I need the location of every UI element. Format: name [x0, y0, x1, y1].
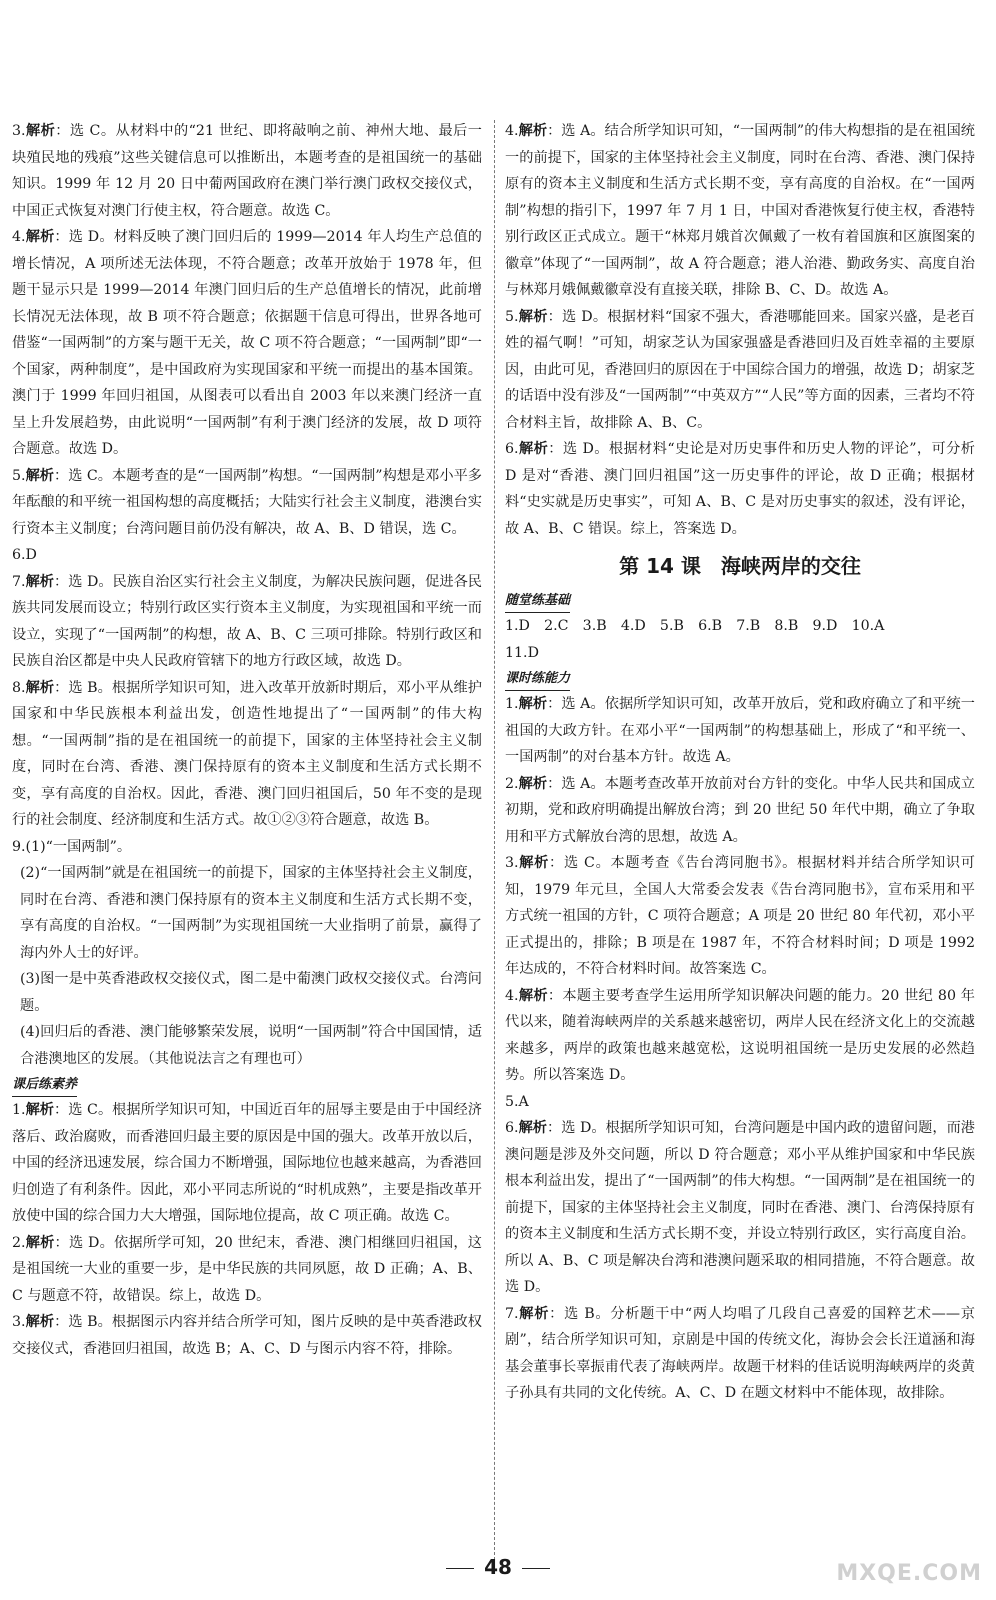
answer-text: ：选 D。根据材料“国家不强大，香港哪能回来。国家兴盛，是老百姓的福气啊！”可知，胡家芝认为国家强盛是香港回归及百姓幸福的主要原因，由此可见，香港回归的原因在于中国综合国力的增强，故选 D；胡家芝的话语中没有涉及“一国两制”“中英双方”“人民”等方面的因素，三者均不符合材料主旨，故排除 A、B、C。	[505, 308, 975, 431]
answer-item	[505, 1301, 975, 1407]
analysis-label: 解析	[25, 229, 55, 245]
q9-part-2: (2)“一国两制”就是在祖国统一的前提下，国家的主体坚持社会主义制度，同时在台湾、香港和澳门保持原有的资本主义制度和生活方式长期不变，享有高度的自治权。“一国两制”为实现祖国统一大业指明了前景，赢得了海内外人士的好评。	[20, 865, 482, 961]
answer-number: 4.	[505, 123, 519, 139]
answer-text: ：选 D。材料反映了澳门回归后的 1999—2014 年人均生产总值的增长情况，A 项所述无法体现，不符合题意；改革开放始于 1978 年，但题干显示只是 1999—2014 年澳门回归后的生产总值增长的情况，此前增长情况无法体现，故 B 项不符合题意；依据题干信息可得出，世界各地可借鉴“一国两制”的方案与题干无关，故 C 项不符合题意；“一国两制”即“一个国家，两种制度”，是中国政府为实现国家和平统一而提出的基本国策。澳门于 1999 年回归祖国，从图表可以看出自 2003 年以来澳门经济一直呈上升发展趋势，由此说明“一国两制”有利于澳门经济的发展，故 D 项符合题意。故选 D。	[12, 229, 482, 457]
section-ability: 课时练能力	[505, 668, 570, 691]
answer-text: ：选 A。依据所学知识可知，改革开放后，党和政府确立了和平统一祖国的大政方针。在邓小平“一国两制”的构想基础上，形成了“和平统一、一国两制”的对台基本方针。故选 A。	[505, 696, 975, 765]
analysis-label: 解析	[518, 308, 548, 325]
answer-text: ：选 B。分析题干中“两人均唱了几段自己喜爱的国粹艺术——京剧”，结合所学知识可知，京剧是中国的传统文化，海协会会长汪道涵和海基会董事长辜振甫代表了海峡两岸。故题干材料的佳话说明海峡两岸的炎黄子孙具有共同的文化传统。A、C、D 在题文材料中不能体现，故排除。	[505, 1305, 975, 1401]
answer-item	[505, 1115, 975, 1301]
left-column	[12, 118, 482, 1362]
answer-number: 2.	[12, 1234, 26, 1251]
answer-number: 5.	[505, 1093, 519, 1110]
answer-item	[505, 983, 975, 1089]
section-basic: 随堂练基础	[505, 590, 570, 613]
analysis-label: 解析	[518, 1120, 547, 1136]
answer-text: ：选 D。根据所学知识可知，台湾问题是中国内政的遗留问题，而港澳问题是涉及外交问题，所以 D 符合题意；邓小平从维护国家和中华民族根本利益出发，提出了“一国两制”的伟大构想。“一国两制”是在祖国统一的前提下，国家的主体坚持社会主义制度，同时在香港、澳门、台湾保持原有的资本主义制度和生活方式长期不变，并设立特别行政区，实行高度自治。所以 A、B、C 项是解决台湾和港澳问题采取的相同措施，不符合题意。故选 D。	[505, 1120, 975, 1295]
answer-item	[12, 463, 482, 543]
analysis-label: 解析	[518, 123, 548, 139]
right-answer-list	[505, 118, 975, 542]
q9-part-1	[12, 834, 482, 861]
answer-item	[12, 1309, 482, 1362]
analysis-label: 解析	[518, 441, 549, 457]
answer-number: 7.	[505, 1305, 519, 1322]
column-divider	[494, 120, 495, 1560]
answer-item	[505, 304, 975, 437]
answer-text: ：选 B。根据图示内容并结合所学可知，图片反映的是中英香港政权交接仪式，香港回归祖国，故选 B；A、C、D 与图示内容不符，排除。	[12, 1314, 482, 1357]
analysis-label: 解析	[25, 573, 54, 590]
analysis-label: 解析	[25, 123, 56, 139]
analysis-label: 解析	[25, 1234, 55, 1251]
q9-number: 9.	[12, 838, 26, 855]
answer-item	[12, 118, 482, 224]
answer-text: ：选 D。民族自治区实行社会主义制度，为解决民族问题，促进各民族共同发展而设立；特别行政区实行资本主义制度，为实现祖国和平统一而设立，实现了“一国两制”的构想，故 A、B、C 三项可排除。特别行政区和民族自治区都是中央人民政府管辖下的地方行政区域，故选 D。	[12, 573, 482, 669]
ability-answer-list	[505, 691, 975, 1407]
answer-text: ：选 C。从材料中的“21 世纪、即将敲响之前、神州大地、最后一块殖民地的残痕”这些关键信息可以推断出，本题考查的是祖国统一的基础知识。1999 年 12 月 20 日中葡两国政府在澳门举行澳门政权交接仪式，中国正式恢复对澳门行使主权，符合题意。故选 C。	[12, 123, 482, 219]
answer-text: ：本题主要考查学生运用所学知识解决问题的能力。20 世纪 80 年代以来，随着海峡两岸的关系越来越密切，两岸人民在经济文化上的交流越来越多，两岸的政策也越来越宽松，这说明祖国统一是历史发展的必然趋势。所以答案选 D。	[505, 987, 975, 1083]
answer-number: 6.	[12, 547, 26, 563]
answer-item	[505, 436, 975, 542]
basic-answers-line-1: 1.D 2.C 3.B 4.D 5.B 6.B 7.B 8.B 9.D 10.A	[505, 618, 885, 634]
answer-text: ：选 C。本题考查的是“一国两制”构想。“一国两制”构想是邓小平多年酝酿的和平统一祖国构想的高度概括；大陆实行社会主义制度，港澳台实行资本主义制度；台湾问题目前仍没有解决，故 A、B、D 错误，选 C。	[12, 467, 482, 537]
answer-number: 4.	[505, 987, 519, 1004]
answer-text: ：选 C。根据所学知识可知，中国近百年的屈辱主要是由于中国经济落后、政治腐败，而香港回归最主要的原因是中国的强大。改革开放以后，中国的经济迅速发展，综合国力不断增强，国际地位也越来越高，为香港回归创造了有利条件。因此，邓小平同志所说的“时机成熟”，主要是指改革开放使中国的综合国力大大增强，国际地位提高，故 C 项正确。故选 C。	[12, 1102, 482, 1224]
lesson-title: 第 14 课 海峡两岸的交往	[619, 554, 861, 578]
answer-text: D	[25, 547, 37, 563]
section-after-class: 课后练素养	[12, 1074, 77, 1097]
answer-item	[12, 1230, 482, 1310]
answer-number: 1.	[505, 696, 519, 712]
answer-item	[505, 850, 975, 983]
q9-part-4: (4)回归后的香港、澳门能够繁荣发展，说明“一国两制”符合中国国情，适合港澳地区的发展。（其他说法言之有理也可）	[20, 1024, 482, 1067]
after-class-answer-list	[12, 1097, 482, 1362]
answer-number: 5.	[12, 467, 26, 484]
answer-text: ：选 C。本题考查《告台湾同胞书》。根据材料并结合所学知识可知，1979 年元旦，全国人大常委会发表《告台湾同胞书》，宣布采用和平方式统一祖国的方针，C 项符合题意；A 项是 20 世纪 80 年代初，邓小平正式提出的，排除；B 项是在 1987 年，不符合材料时间；D 项是 1992 年达成的，不符合材料时间。故答案选 C。	[505, 855, 975, 977]
q9-part-1-text: (1)“一国两制”。	[25, 838, 132, 855]
answer-item	[12, 224, 482, 463]
analysis-label: 解析	[518, 775, 548, 792]
answer-number: 8.	[12, 679, 26, 696]
answer-number: 1.	[12, 1102, 26, 1118]
analysis-label: 解析	[518, 855, 550, 871]
analysis-label: 解析	[518, 1305, 550, 1322]
answer-item	[12, 569, 482, 675]
answer-number: 6.	[505, 441, 519, 457]
page-number-text: 48	[484, 1555, 512, 1579]
answer-number: 2.	[505, 775, 519, 792]
q9-part-3: (3)图一是中英香港政权交接仪式，图二是中葡澳门政权交接仪式。台湾问题。	[20, 971, 482, 1014]
answer-item	[505, 1089, 975, 1116]
analysis-label: 解析	[25, 679, 55, 696]
answer-number: 3.	[12, 123, 26, 139]
answer-item	[12, 1097, 482, 1230]
answer-item	[505, 691, 975, 771]
answer-number: 3.	[505, 855, 519, 871]
right-column	[505, 118, 975, 1407]
answer-text: A	[518, 1093, 529, 1110]
answer-text: ：选 A。结合所学知识可知，“一国两制”的伟大构想指的是在祖国统一的前提下，国家的主体坚持社会主义制度，同时在台湾、香港、澳门保持原有的资本主义制度和生活方式长期不变，享有高度的自治权。在“一国两制”构想的指引下，1997 年 7 月 1 日，中国对香港恢复行使主权，香港特别行政区正式成立。题干“林郑月娥首次佩戴了一枚有着国旗和区旗图案的徽章”体现了“一国两制”，故 A 符合题意；港人治港、勤政务实、高度自治与林郑月娥佩戴徽章没有直接关联，排除 B、C、D。故选 A。	[505, 123, 975, 298]
basic-answers-line-2: 11.D	[505, 644, 539, 661]
answer-number: 3.	[12, 1314, 26, 1330]
answer-number: 5.	[505, 308, 519, 325]
analysis-label: 解析	[518, 696, 548, 712]
watermark-logo: MXQE.COM	[836, 1561, 982, 1586]
left-answer-list	[12, 118, 482, 834]
answer-text: ：选 D。根据材料“史论是对历史事件和历史人物的评论”，可分析 D 是对“香港、澳门回归祖国”这一历史事件的评论，故 D 正确；根据材料“史实就是历史事实”，可知 A、B、C 是对历史事实的叙述，没有评论，故 A、B、C 错误。综上，答案选 D。	[505, 441, 975, 537]
answer-number: 4.	[12, 229, 26, 245]
analysis-label: 解析	[25, 467, 54, 484]
answer-text: ：选 B。根据所学知识可知，进入改革开放新时期后，邓小平从维护国家和中华民族根本利益出发，创造性地提出了“一国两制”的伟大构想。“一国两制”指的是在祖国统一的前提下，国家的主体坚持社会主义制度，同时在台湾、香港、澳门保持原有的资本主义制度和生活方式长期不变，享有高度的自治权。因此，香港、澳门回归祖国后，50 年不变的是现行的社会制度、经济制度和生活方式。故①②③符合题意，故选 B。	[12, 679, 482, 828]
answer-text: ：选 D。依据所学可知，20 世纪末，香港、澳门相继回归祖国，这是祖国统一大业的重要一步，是中华民族的共同夙愿，故 D 正确；A、B、C 与题意不符，故错误。综上，故选 D。	[12, 1234, 482, 1304]
analysis-label: 解析	[518, 987, 548, 1004]
analysis-label: 解析	[25, 1314, 55, 1330]
answer-item	[12, 675, 482, 834]
answer-text: ：选 A。本题考查改革开放前对台方针的变化。中华人民共和国成立初期，党和政府明确提出解放台湾；到 20 世纪 50 年代中期，确立了争取用和平方式解放台湾的思想，故选 A。	[505, 775, 975, 845]
answer-item	[505, 771, 975, 851]
analysis-label: 解析	[25, 1102, 55, 1118]
answer-number: 6.	[505, 1120, 519, 1136]
answer-number: 7.	[12, 573, 26, 590]
answer-item	[505, 118, 975, 304]
question-9	[12, 834, 482, 1073]
answer-item	[12, 542, 482, 569]
